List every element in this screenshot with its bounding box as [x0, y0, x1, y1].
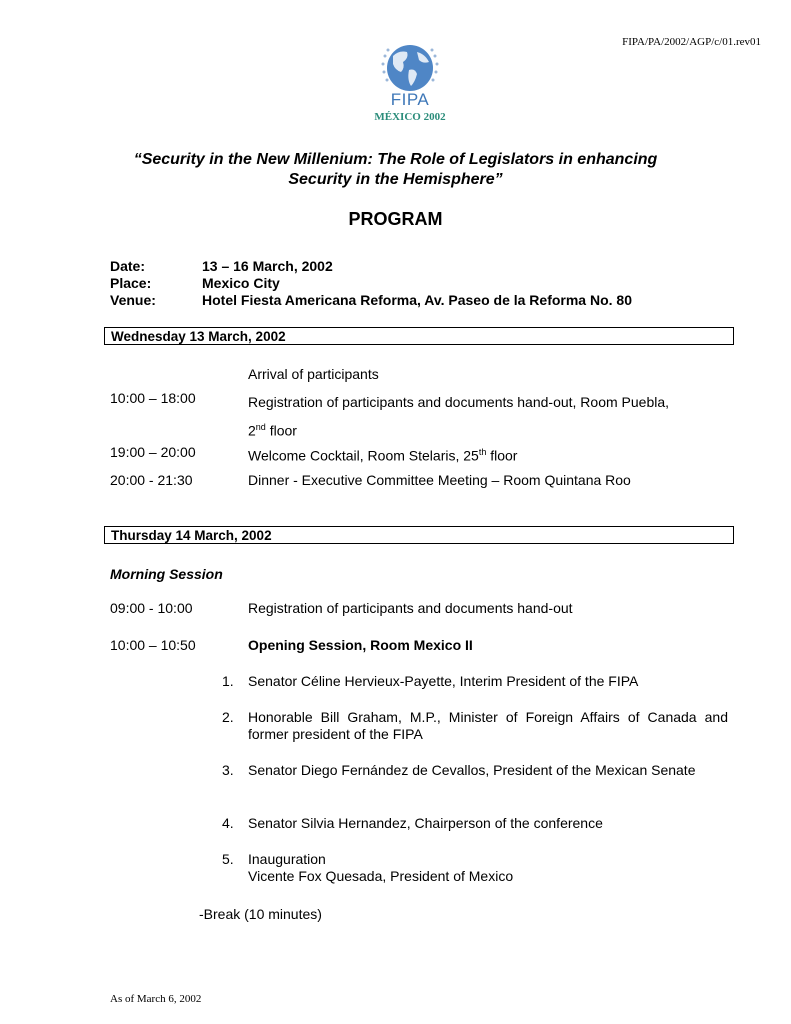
- schedule-desc: Welcome Cocktail, Room Stelaris, 25th floor: [248, 447, 518, 464]
- break-note: -Break (10 minutes): [199, 906, 322, 922]
- logo-text: FIPA: [390, 90, 430, 109]
- schedule-desc: Registration of participants and documents hand-out, Room Puebla, 2nd floor: [248, 394, 670, 439]
- schedule-row: [110, 390, 728, 444]
- schedule-time: 19:00 – 20:00: [110, 444, 196, 460]
- info-place: [110, 275, 280, 292]
- schedule-row: [110, 366, 728, 383]
- info-label: Venue:: [110, 292, 156, 308]
- schedule-desc: Dinner - Executive Committee Meeting – Room Quintana Roo: [248, 472, 631, 488]
- morning-session-heading: Morning Session: [110, 566, 223, 582]
- schedule-row: [110, 600, 728, 617]
- schedule-time: 10:00 – 10:50: [110, 637, 196, 653]
- globe-icon: [379, 42, 441, 94]
- day-header-thursday: Thursday 14 March, 2002: [104, 526, 734, 544]
- day-header-wednesday: Wednesday 13 March, 2002: [104, 327, 734, 345]
- list-item: 1. Senator Céline Hervieux-Payette, Interim President of the FIPA: [222, 673, 639, 689]
- title-line-1: “Security in the New Millenium: The Role of Legislators in enhancing: [133, 151, 658, 168]
- schedule-desc: Opening Session, Room Mexico II: [248, 637, 473, 653]
- fipa-logo: [360, 42, 460, 123]
- list-item: 3. Senator Diego Fernández de Cevallos, President of the Mexican Senate: [222, 762, 696, 778]
- list-item: 2. Honorable Bill Graham, M.P., Minister of Foreign Affairs of Canada and former president of the FIPA: [222, 709, 728, 742]
- info-value: Hotel Fiesta Americana Reforma, Av. Paseo de la Reforma No. 80: [202, 292, 633, 308]
- footer-date: As of March 6, 2002: [110, 993, 202, 1005]
- list-item: 5. Inauguration Vicente Fox Quesada, President of Mexico: [222, 851, 514, 884]
- schedule-time: 09:00 - 10:00: [110, 600, 193, 616]
- info-value: 13 – 16 March, 2002: [202, 258, 333, 274]
- schedule-time: 10:00 – 18:00: [110, 390, 196, 406]
- logo-subtitle: MÉXICO 2002: [374, 111, 446, 123]
- info-label: Date:: [110, 258, 146, 274]
- list-item: 4. Senator Silvia Hernandez, Chairperson of the conference: [222, 815, 603, 831]
- schedule-row: [110, 444, 728, 465]
- title-line-2: Security in the Hemisphere”: [288, 171, 503, 188]
- info-value: Mexico City: [202, 275, 280, 291]
- info-venue: [110, 292, 632, 309]
- document-reference: FIPA/PA/2002/AGP/c/01.rev01: [622, 36, 761, 48]
- schedule-row: [110, 472, 728, 489]
- schedule-time: 20:00 - 21:30: [110, 472, 193, 488]
- arrival-text: Arrival of participants: [248, 366, 379, 382]
- info-date: [110, 258, 333, 275]
- program-heading: PROGRAM: [348, 209, 443, 229]
- conference-title: [0, 150, 791, 190]
- info-label: Place:: [110, 275, 152, 291]
- schedule-row: [110, 637, 728, 654]
- schedule-desc: Registration of participants and documents hand-out: [248, 600, 573, 616]
